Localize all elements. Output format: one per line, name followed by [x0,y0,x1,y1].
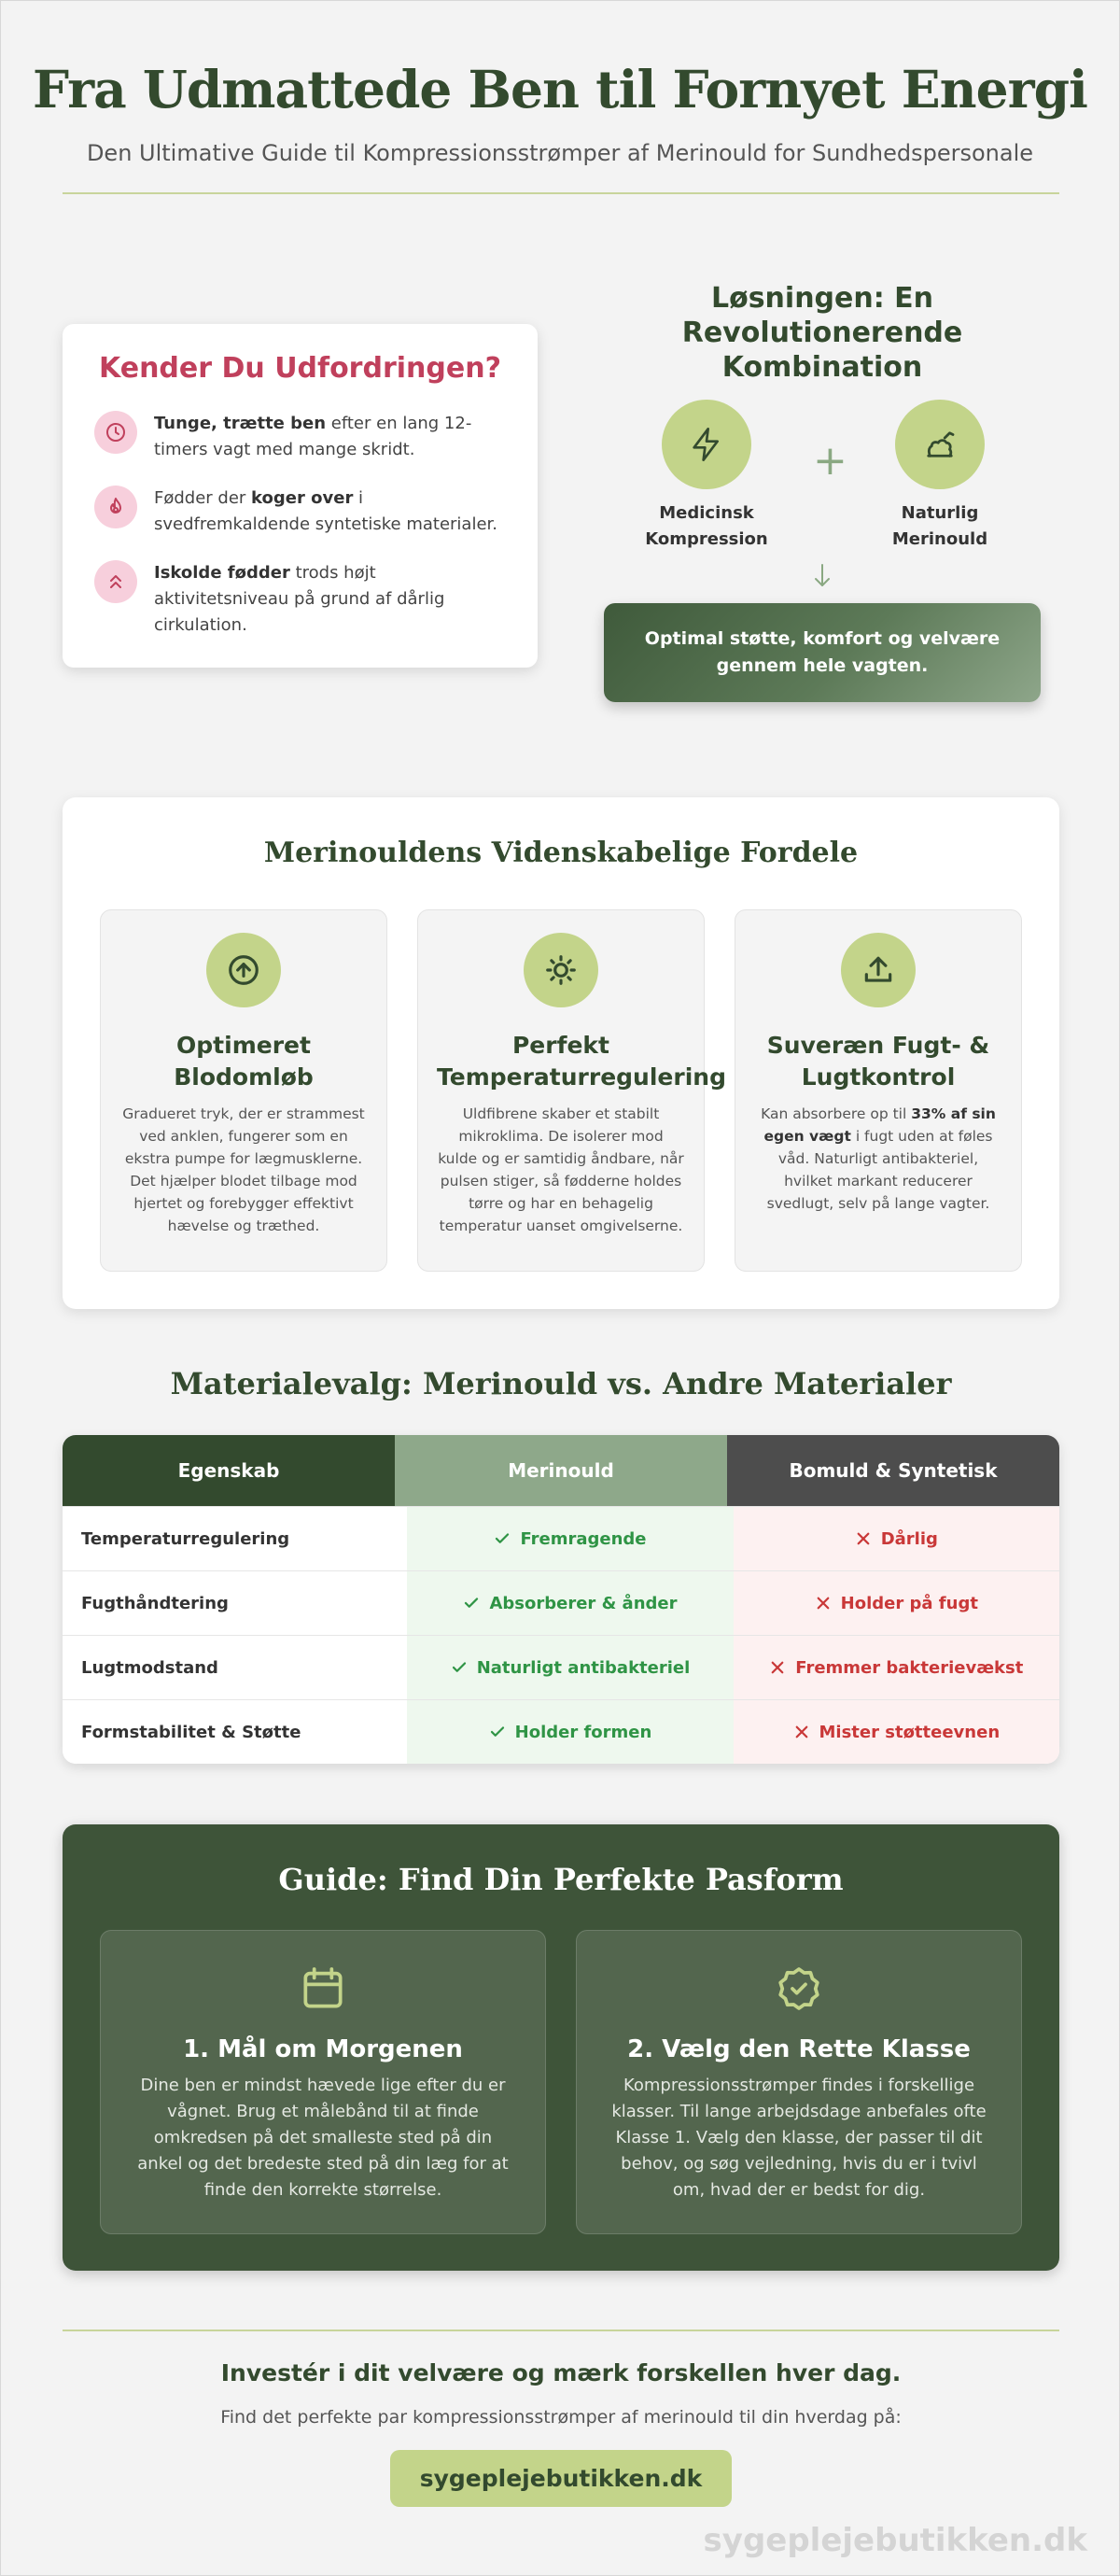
benefit-text: Gradueret tryk, der er strammest ved anklen, fungerer som en ekstra pumpe for lægmusklerne. Det hjælper blodet tilbage mod hjertet og forebygger effektivt hævelse og træthed. [122,1105,365,1234]
guide-card-text: Kompressionsstrømper findes i forskellige klasser. Til lange arbejdsdage anbefales ofte Klasse 1. Vælg den klasse, der passer til dit behov, og søg vejledning, hvis du er i tvivl om, hvad der er bedst for dig. [611,2076,987,2200]
merino-cell: Naturligt antibakteriel [407,1636,733,1699]
merino-cell: Absorberer & ånder [407,1571,733,1635]
wool-icon [895,400,985,489]
check-icon [489,1724,506,1740]
table-header [63,1435,1059,1506]
solution-title: Løsningen: En Revolutionerende Kombination [681,282,963,384]
double-chevron-up-icon [94,560,137,603]
calendar-icon [134,1963,511,2019]
challenge-title: Kender Du Udfordringen? [99,352,501,385]
guide-card-title: 2. Vælg den Rette Klasse [627,2035,971,2063]
column-header: Merinould [395,1435,727,1506]
cross-icon [815,1595,832,1612]
check-icon [494,1530,511,1547]
other-cell: Dårlig [734,1507,1059,1570]
benefit-title: Suveræn Fugt- & Lugtkontrol [766,1032,990,1091]
guide-card-text: Dine ben er mindst hævede lige efter du er vågnet. Brug et målebånd til at finde omkredsen på det smalleste sted på din ankel og det bredeste sted på din læg for at finde den korrekte størrelse. [137,2076,509,2200]
property-cell: Formstabilitet & Støtte [63,1700,407,1764]
arrow-up-circle-icon [206,933,281,1007]
property-cell: Lugtmodstand [63,1636,407,1699]
hero [1,1,1119,166]
benefit-title: Perfekt Temperaturregulering [437,1032,726,1091]
footer-text: Find det perfekte par kompressionsstrømper af merinould til din hverdag på: [220,2407,902,2428]
cross-icon [769,1659,786,1676]
combo-label: Medicinsk Kompression [645,503,768,549]
other-cell: Fremmer bakterievækst [734,1636,1059,1699]
property-cell: Temperaturregulering [63,1507,407,1570]
guide-card-title: 1. Mål om Morgenen [183,2035,463,2063]
combo-compression [632,400,781,553]
challenge-text: Tunge, trætte ben efter en lang 12-timers vagt med mange skridt. [154,414,472,459]
footer-headline: Investér i dit velvære og mærk forskellen hver dag. [220,2359,902,2386]
challenge-item [94,411,506,463]
benefit-card [417,909,726,1272]
arrow-down-icon [604,562,1041,594]
page-subtitle: Den Ultimative Guide til Kompressionsstrømper af Merinould for Sundhedspersonale [86,140,1034,166]
comparison-table [63,1435,1059,1764]
badge-check-icon [610,1963,987,2019]
property-cell: Fugthåndtering [63,1571,407,1635]
challenge-text: Iskolde fødder trods højt aktivitetsniveau på grund af dårlig cirkulation. [154,563,445,635]
benefit-title: Optimeret Blodomløb [174,1032,314,1091]
footer [1,2359,1120,2507]
guide-card [576,1930,1022,2234]
other-cell: Holder på fugt [734,1571,1059,1635]
column-header: Egenskab [63,1435,395,1506]
challenge-item [94,486,506,538]
cross-icon [855,1530,872,1547]
plus-sign: + [813,437,847,485]
column-header: Bomuld & Syntetisk [727,1435,1059,1506]
sun-dim-icon [524,933,598,1007]
lightning-icon [662,400,751,489]
table-row [63,1635,1059,1699]
guide-card [100,1930,546,2234]
table-row [63,1570,1059,1635]
page-title: Fra Udmattede Ben til Fornyet Energi [33,59,1087,120]
result-box: Optimal støtte, komfort og velvære gennem hele vagten. [604,603,1041,702]
other-cell: Mister støtteevnen [734,1700,1059,1764]
guide-section [63,1824,1059,2271]
merino-cell: Fremragende [407,1507,733,1570]
check-icon [451,1659,468,1676]
benefits-title: Merinouldens Videnskabelige Fordele [263,837,859,869]
guide-title: Guide: Find Din Perfekte Pasform [278,1862,844,1897]
challenge-text: Fødder der koger over i svedfremkaldende syntetiske materialer. [154,488,498,534]
clock-icon [94,411,137,454]
benefit-card [735,909,1022,1272]
comparison-title: Materialevalg: Merinould vs. Andre Materialer [170,1366,952,1401]
divider [63,2330,1059,2331]
divider [63,192,1059,194]
table-row [63,1506,1059,1570]
merino-cell: Holder formen [407,1700,733,1764]
combo-merino [865,400,1015,553]
benefit-text: Uldfibrene skaber et stabilt mikroklima. De isolerer mod kulde og er samtidig åndbare, når pulsen stiger, så fødderne holdes tørre og har en behagelig temperatur uanset omgivelserne. [438,1105,684,1234]
solution-section [604,281,1041,702]
flame-icon [94,486,137,528]
challenge-item [94,560,506,639]
table-row [63,1699,1059,1764]
check-icon [463,1595,480,1612]
cross-icon [793,1724,810,1740]
benefit-card [100,909,387,1272]
benefits-section [63,797,1059,1309]
benefit-text: Kan absorbere op til 33% af sin egen vægt i fugt uden at føles våd. Naturligt antibakteriel, hvilket markant reducerer svedlugt, selv på lange vagter. [761,1105,996,1212]
challenge-card [63,324,538,668]
shop-link-button[interactable]: sygeplejebutikken.dk [390,2450,733,2507]
watermark: sygeplejebutikken.dk [703,2522,1087,2559]
upload-icon [841,933,916,1007]
combo-label: Naturlig Merinould [891,503,988,549]
combination [604,400,1041,558]
